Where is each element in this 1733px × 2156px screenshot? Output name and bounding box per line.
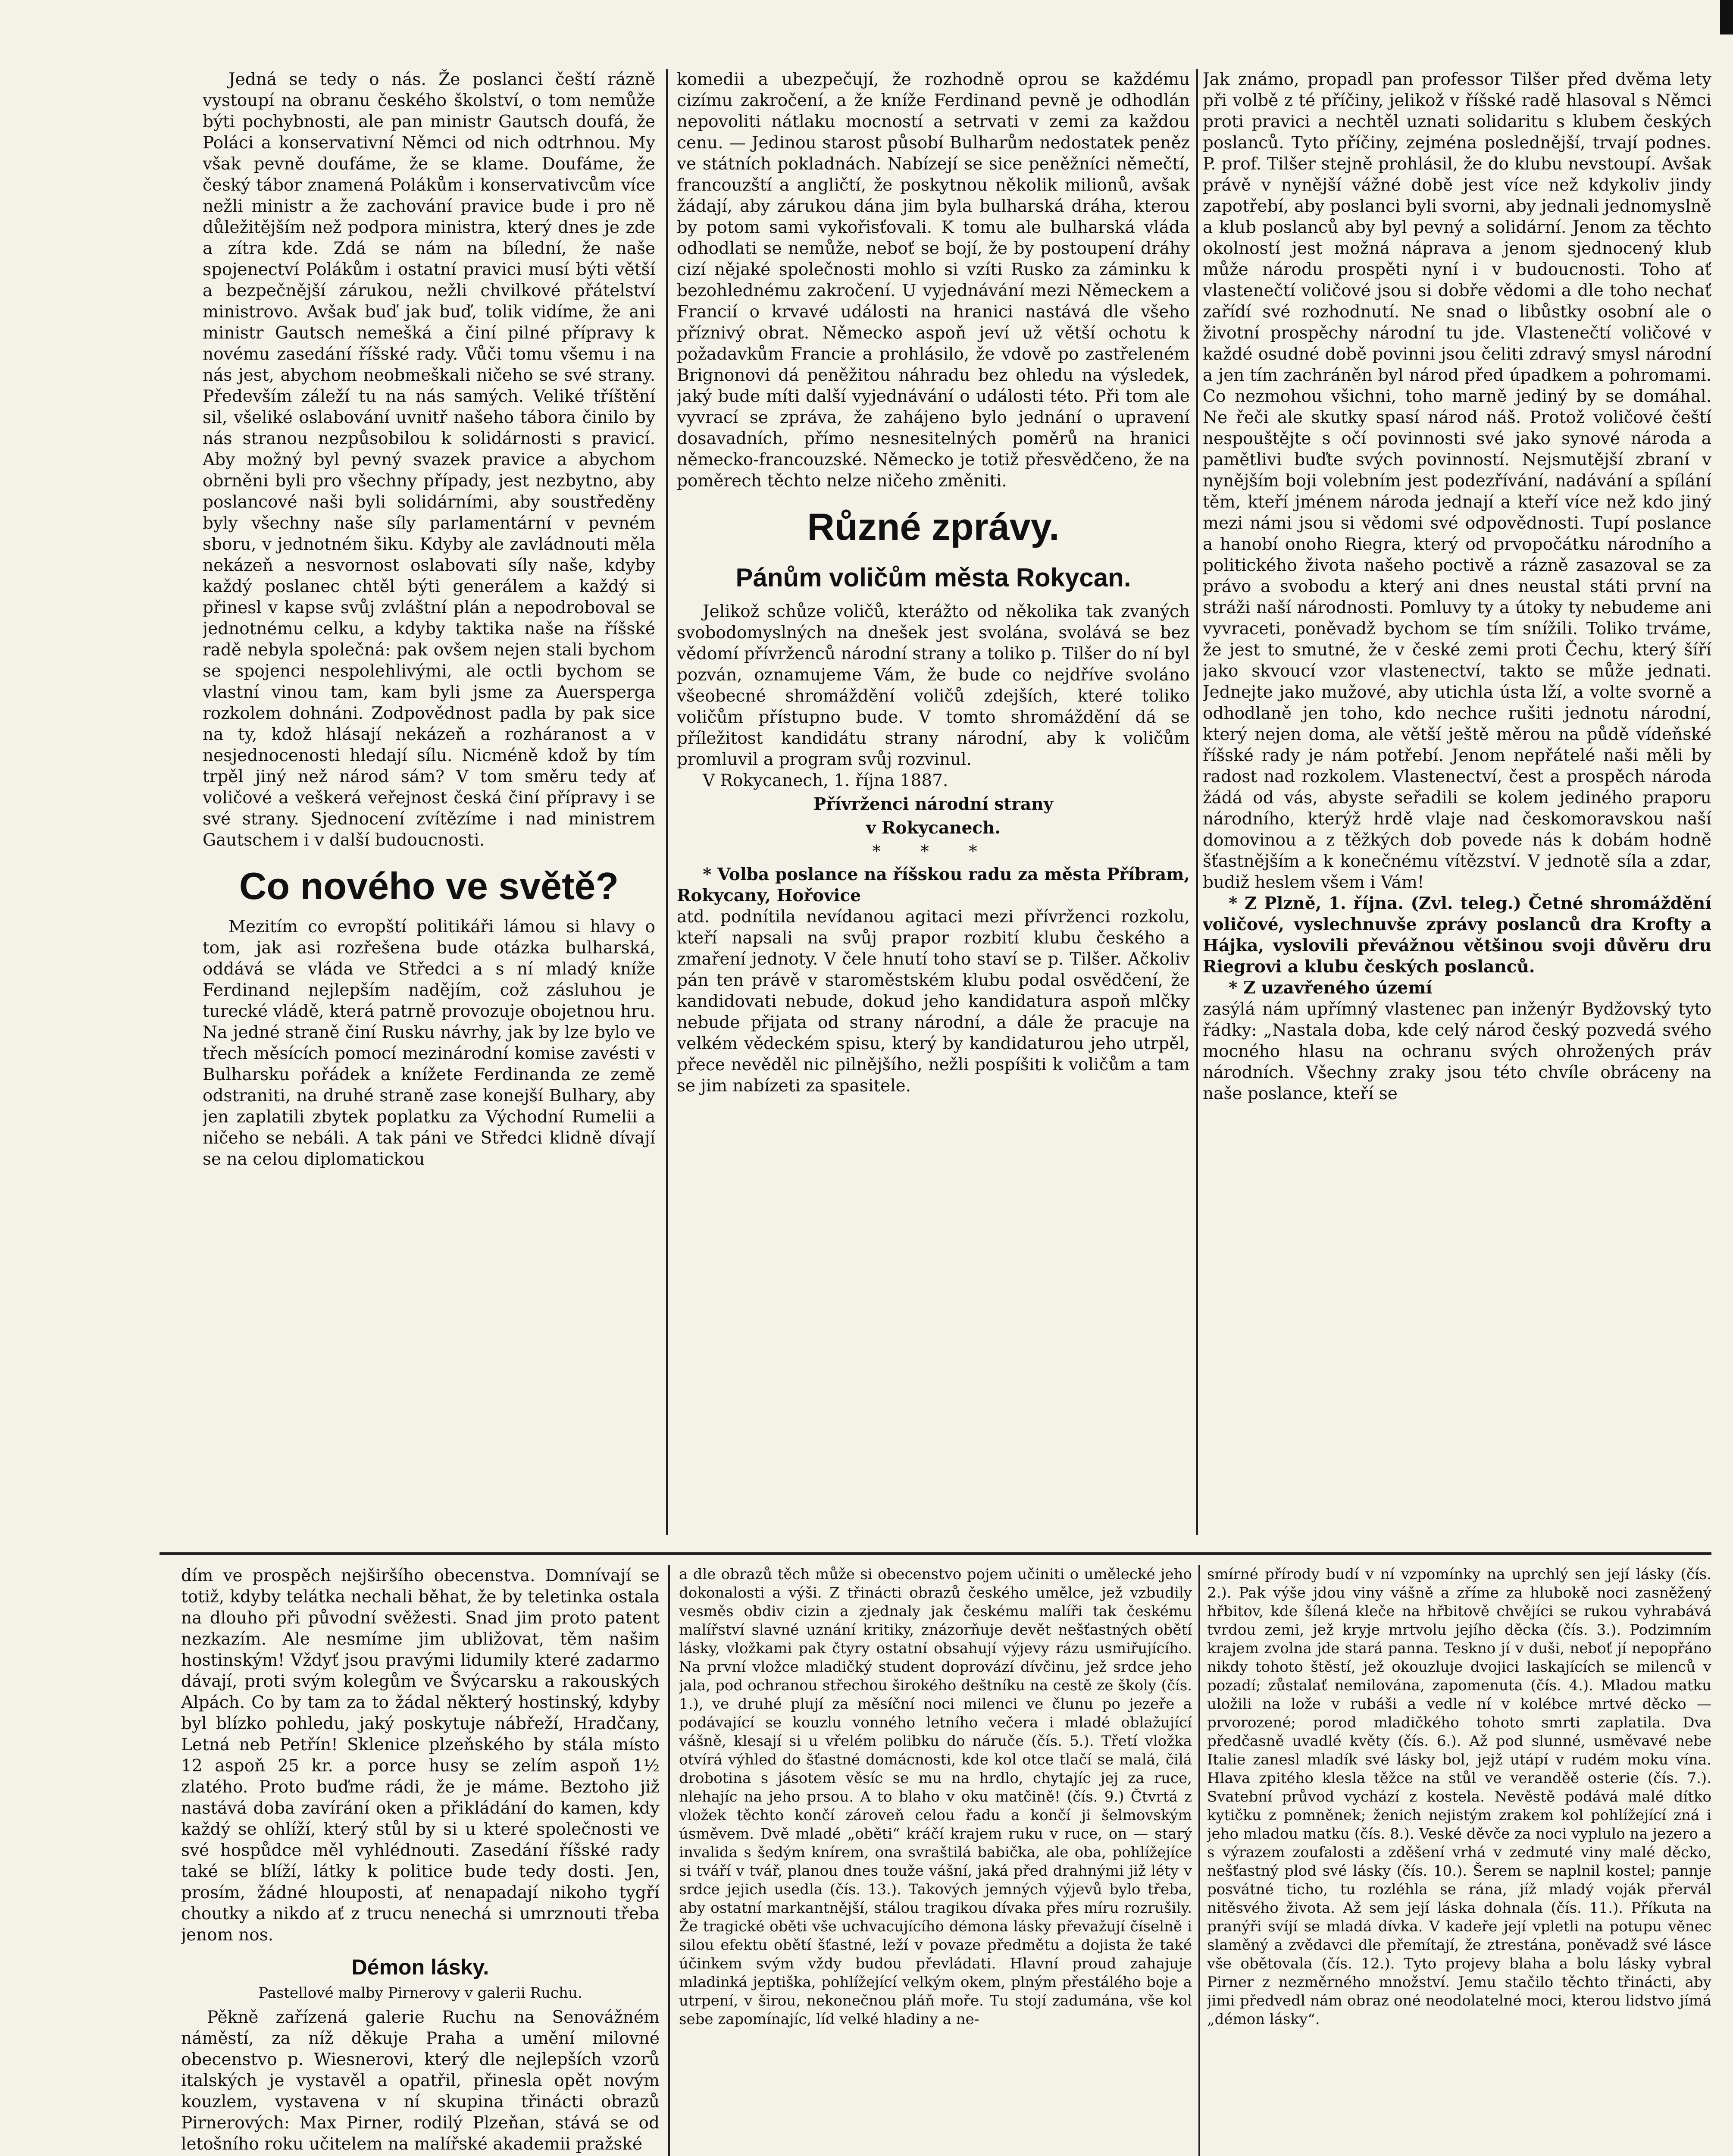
heading-demon-lasky: Démon lásky. (351, 1955, 489, 1979)
upper-col1-text-b: Mezitím co evropští politikáři lámou si hlavy o tom, jak asi rozřešena bude otázka bulharská, oddává se vláda ve Středci a s ní mladý kníže Ferdinand nejlepším nadějím, což zásluhou je turecké vládě, která patrně provozuje obojetnou hru. Na jedné straně činí Rusku návrhy, jak by lze bylo ve třech měsících pomocí mezinárodní komise zavésti v Bulharsku pořádek a knížete Ferdinanda ze země odstraniti, na druhé straně zase konejší Bulhary, aby jen zaplatili zbytek poplatku za Východní Rumelii a ničeho se nebáli. A tak páni ve Středci klidně dívají se na celou diplomatickou (203, 917, 655, 1169)
lower-col1-text-b: Pěkně zařízená galerie Ruchu na Senovážném náměstí, za níž děkuje Praha a umění milovné obecenstvo p. Wiesnerovi, který dle nejlepších vzorů italských je vystavěl a opatřil, přinesla opět novým kouzlem, vystavena v ní skupina třinácti obrazů Pirnerových: Max Pirner, rodilý Plzeňan, stává se od letošního roku učitelem na malířské akademii pražské (181, 2008, 660, 2154)
upper-column-2 (677, 69, 1190, 1535)
upper-col3-text-b: * Z Plzně, 1. října. (Zvl. teleg.) Četné shromáždění voličové, vyslechnuvše zprávy poslanců dra Krofty a Hájka, vyslovili převážnou většinou svoji důvěru dru Riegrovi a klubu českých poslanců. (1203, 893, 1711, 977)
subheading-pastellove-malby: Pastellové malby Pirnerovy v galerii Ruchu. (258, 1984, 582, 2002)
lower-col2-text: a dle obrazů těch může si obecenstvo pojem učiniti o umělecké jeho dokonalosti a výši. Z třinácti obrazů českého umělce, jež vzbudily vesměs obdiv cizin a zjednaly jak českému malíři tak českému malířství slavné uznání kritiky, znázorňuje devět nešťastných obětí lásky, vložkami pak čtyry ostatní obsahují výjevy rázu usmiřujícího. Na první vložce mladičký student doprovází dívčinu, jež srdce jeho jala, pod ochranou střechou širokého deštníku na cestě ze školy (čís. 1.), ve druhé plují za měsíční noci milenci ve člunu po jezeře a podávající se kouzlu vonného letního večera i mladé oblažující vášně, klesají si u vřelém polibku do náruče (čís. 5.). Třetí vložka otvírá výhled do šťastné domácnosti, kde kol otce tlačí se malá, čilá drobotina s jásotem věsíc se mu na hrdlo, chytajíc jej za ruce, nlehajíc na jeho prsou. A to blaho v oku matčině! (čís. 9.) Čtvrtá z vložek těchto končí zároveň celou řadu a končí ji šelmovským úsměvem. Dvě mladé „oběti“ kráčí krajem ruku v ruce, on — starý invalida s šedým knírem, ona svraštilá babička, ale oba, pohlížejíce si tváří v tvář, planou dnes touže vášní, jaká před drahnými již léty v srdce jejich usedla (čís. 13.). Takových jemných výjevů bylo třeba, aby ostatní markantnější, stálou tragikou dívaka přes míru rozrušily. Že tragické oběti vše uchvacujícího démona lásky převažují číselně i silou efektu obětí šťastné, leží v povaze předmětu a dojista že také účinkem svým vždy budou převládati. Hlavní proud zahajuje mladinká jeptiška, pohlížející velkým okem, plným přestálého boje a utrpení, v širou, nekonečnou pláň moře. Tu stojí zadumána, vše kol sebe zapomínajíc, líd velké hladiny a ne- (679, 1566, 1192, 2028)
upper-col2-signature-1: Přívrženci národní strany (813, 794, 1054, 814)
upper-col2-signature-2: v Rokycanech. (866, 818, 1001, 838)
rule-upper-1 (666, 69, 668, 1535)
lower-column-3 (1207, 1565, 1711, 2156)
upper-col2-text: komedii a ubezpečují, že rozhodně oprou se každému cizímu zakročení, a že kníže Ferdinand pevně je odhodlán nepovoliti nátlaku mocností a setrvati v zemi za každou cenu. — Jedinou starost působí Bulharům nedostatek peněz ve státních pokladnách. Nabízejí se sice peněžníci němečtí, francouzští a angličtí, že poskytnou několik milionů, avšak žádají, aby zárukou dána jim byla bulharská dráha, kterou by potom sami vykořisťovali. K tomu ale bulharská vláda odhodlati se nemůže, neboť se bojí, že by postoupení dráhy cizí nějaké společnosti mohlo si vzíti Rusko za záminku k bezohlednému zakročení. U vyjednávání mezi Německem a Francií o krvavé události na hranici nastává dle všeho příznivý obrat. Německo aspoň jeví už větší ochotu k požadavkům Francie a prohlásilo, že vdově po zastřeleném Brignonovi dá peněžitou náhradu bez ohledu na výsledek, jaký bude míti další vyjednávání o události této. Při tom ale vyvrací se zpráva, že zahájeno bylo jednání o upravení dosavadních, přímo nesnesitelných poměrů na hranici německo-francouzské. Německo je totiž přesvědčeno, že na poměrech těchto nelze ničeho změniti. (677, 70, 1190, 491)
section-divider (160, 1552, 1711, 1555)
heading-ruzne-zpravy: Různé zprávy. (807, 505, 1060, 548)
rule-lower-1 (668, 1565, 670, 2156)
section-stars: * * * (872, 842, 995, 862)
upper-col3-text: Jak známo, propadl pan professor Tilšer před dvěma lety při volbě z té příčiny, jelikož v říšské radě hlasoval s Němci proti pravici a nechtěl uznati solidaritu s klubem českých poslanců. Tyto příčiny, zejména poslednější, trvají podnes. P. prof. Tilšer stejně prohlásil, že do klubu nevstoupí. Avšak právě v nynější vážné době jest více než kdykoliv jindy zapotřebí, aby poslanci byli svorni, aby jednali jednomyslně a klub poslanců aby byl pevný a solidární. Jenom za těchto okolností jest možná náprava a jenom sjednocený klub může národu prospěti nyní i v budoucnosti. Toho ať vlastenečtí voličové jsou si dobře vědomi a dle toho nechať zařídí své rozhodnutí. Ne snad o libůstky osobní ale o životní prospěchy národní tu jde. Vlastenečtí voličové v každé osudné době povinni jsou čeliti zdravý smysl národní a jen tím zachráněn byl národ před úpadkem a pohromami. Co nezmohou všichni, toho marně jediný by se domáhal. Ne řeči ale skutky spasí národ náš. Protož voličové čeští nespouštějte s očí povinnosti své jako synové národa a pamětlivi buďte svých povinností. Nejsmutější zbraní v nynějším boji volebním jest podezřívání, nadávání a spílání těm, kteří jménem národa jednají a kteří více než kdo jiný mezi námi jsou si vědomi své odpovědnosti. Tupí poslance a hanobí onoho Riegra, který od prvopočátku národního a politického života našeho poctivě a rázně zasazoval se za právo a svobodu a který ani dnes neustal státi první na stráži naší národnosti. Pomluvy ty a útoky ty nebudeme ani vyvraceti, poněvadž bychom se tím snížili. Toliko trváme, že jest to smutné, že v české zemi proti Čechu, který šíří jako skvoucí vzor vlastenectví, takto se může jednati. Jednejte jako mužové, aby utichla ústa lží, a volte svorně a odhodlaně jen toho, kdo nechce rušiti jednotu národní, který nejen doma, ale větší ještě měrou na půdě vídeňské říšské rady je nám potřebí. Jenom nepřátelé naši měli by radost nad rozkolem. Vlastenectví, čest a prospěch národa žádá od vás, abyste seřadili se kolem jediného praporu národního, kterýž hrdě vlaje nad českomoravskou naší domovinou a z těžkých dob povede nás k dobám hodně šťastnějším a k konečnému vítězství. V jednotě síla a zdar, budiž heslem všem i Vám! (1203, 70, 1711, 892)
lower-col1-text: dím ve prospěch nejširšího obecenstva. Domnívají se totiž, kdyby telátka nechali běhat, že by teletinka ostala na dlouho při původní svěžesti. Snad jim proto patent nezkazím. Ale nesmíme jim ubližovat, těm našim hostinským! Vždyť jsou pravými lidumily které zadarmo dávají, proti svým kolegům ve Švýcarsku a rakouských Alpách. Co by tam za to žádal některý hostinský, kdyby byl blízko pohledu, jaký poskytuje nábřeží, Hradčany, Letná neb Petřín! Sklenice plzeňského by stála místo 12 aspoň 25 kr. a porce husy se zelím aspoň 1½ zlatého. Proto buďme rádi, že je máme. Beztoho již nastává doba zavírání oken a přikládání do kamen, kdy každý se ohlíží, který stůl by si u které společnosti ve své hospůdce měl vyhlédnouti. Zasedání říšské rady také se blíží, látky k politice bude tedy dosti. Jen, prosím, žádné hlouposti, ať nenapadají nikoho tygří choutky a nikdo ať z trucu nenechá si umrznouti třeba jenom nos. (181, 1566, 660, 1945)
heading-co-noveho: Co nového ve světě? (239, 865, 619, 907)
lower-column-1 (181, 1565, 660, 2156)
subheading-panum-volicum: Pánům voličům města Rokycan. (735, 563, 1131, 592)
upper-col1-text: Jedná se tedy o nás. Že poslanci čeští rázně vystoupí na obranu českého školství, o tom nemůže býti pochybnosti, ale pan ministr Gautsch doufá, že Poláci a konservativní Němci od nich odtrhnou. My však pevně doufáme, že se klame. Doufáme, že český tábor znamená Polákům i konservativcům více nežli ministr a že zachování pravice bude i pro ně důležitějším než podpora ministra, který dnes je zde a zítra kde. Zdá se nám na bílední, že naše spojenectví Polákům i ostatní pravici musí býti větší a bezpečnější zárukou, nežli chvilkové přátelství ministrovo. Avšak buď jak buď, tolik vidíme, že ani ministr Gautsch nemešká a činí pilné přípravy k novému zasedání říšské rady. Vůči tomu všemu i na nás jest, abychom neobmeškali ničeho se své strany. Především záleží tu na nás samých. Veliké tříštění sil, všeliké oslabování uvnitř našeho tábora činilo by nás stranou nezpůsobilou k solidárnosti s pravicí. Aby možný byl pevný svazek pravice a abychom obrněni byli pro všechny případy, jest nezbytno, aby poslancové naši byli solidárními, aby soustředěny byly všechny naše síly parlamentární v pevném sboru, v jednotném šiku. Kdyby ale zavládnouti měla nekázeň a nesvornost oslabovati síly naše, kdyby každý poslanec chtěl býti generálem a každý si přinesl v kapse svůj zvláštní plán a nepodroboval se jednotnému celku, a kdyby taktika naše na říšské radě nebyla společná: pak ovšem nejen stali bychom se spojenci nespolehlivými, ale octli bychom se vlastní vinou tam, kam byli jsme za Auersperga rozkolem dohnáni. Zodpovědnost padla by pak sice na ty, kdož hlásají nekázeň a rozháranost a v nesjednocenosti hledají sílu. Nicméně kdož by tím trpěl jiný než národ sám? V tom směru tedy ať voličové a veškerá veřejnost česká činí přípravy i se své strany. Sjednocení zvítězíme i nad ministrem Gautschem i v další budoucnosti. (203, 70, 655, 850)
rule-upper-2 (1196, 69, 1198, 1535)
upper-col2-c-title: * Volba poslance na říšskou radu za města Příbram, Rokycany, Hořovice (677, 865, 1190, 906)
page-edge-mark (1720, 0, 1733, 34)
rule-lower-2 (1198, 1565, 1200, 2156)
lower-column-2 (679, 1565, 1192, 2156)
upper-col2-date: V Rokycanech, 1. října 1887. (703, 771, 948, 790)
upper-column-3 (1203, 69, 1711, 1535)
upper-col2-text-c: atd. podnítila nevídanou agitaci mezi přívrženci rozkolu, kteří napsali na svůj prapor rozbití klubu českého a zmaření jednoty. V čele hnutí toho staví se p. Tilšer. Ačkoliv pán ten právě v staroměstském klubu podal osvědčení, že kandidovati nebude, dokud jeho kandidatura aspoň mlčky nebude přijata od strany národní, a dále že pracuje na velkém vědeckém spisu, který by kandidaturou jeho utrpěl, přece nevěděl nic pilnějšího, nežli pospíšiti k voličům a tam se jim nabízeti za spasitele. (677, 907, 1190, 1096)
upper-col2-text-b: Jelikož schůze voličů, kterážto od několika tak zvaných svobodomyslných na dnešek jest svolána, svolává se bez vědomí přívrženců národní strany a toliko p. Tilšer do ní byl pozván, oznamujeme Vám, že bude co nejdříve svoláno všeobecné shromáždění voličů zdejších, které toliko voličům přístupno bude. V tomto shromáždění dá se příležitost kandidátu strany národní, aby k voličům promluvil a program svůj rozvinul. (677, 602, 1190, 769)
upper-col3-text-c: zasýlá nám upřímný vlastenec pan inženýr Bydžovský tyto řádky: „Nastala doba, kde celý národ český pozvedá svého mocného hlasu na ochranu svých ohrožených práv národních. Všechny zraky jsou této chvíle obráceny na naše poslance, kteří se (1203, 1000, 1711, 1103)
upper-column-1 (203, 69, 655, 1535)
upper-col3-c-title: * Z uzavřeného území (1229, 978, 1433, 998)
lower-col3-text: smírné přírody budí v ní vzpomínky na uprchlý sen její lásky (čís. 2.). Pak výše jdou viny vášně a zříme za hlubokě noci zasněžený hřbitov, kde šílená kleče na hřbitově chvějíci se rukou vyhrabává tvrdou zemi, jež kryje mrtvolu jejího děcka (čís. 3.). Podzimním krajem zvolna jde stará panna. Teskno jí v duši, neboť jí nepopřáno nikdy tohoto štěstí, jež okouzluje dvojici laskajících se milenců v pozadí; zůstalať nemilována, zapomenuta (čís. 4.). Mladou matku uložili na lože v rubáši a vedle ní v kolébce mrtvé děcko — prvorozené; porod mladičkého tohoto smrti zaplatila. Dva předčasně uvadlé květy (čís. 6.). Až pod slunné, usměvavé nebe Italie zanesl mladík své lásky bol, jejž utápí v rudém moku vína. Hlava zpitého klesla těžce na stůl ve veranděě osterie (čís. 7.). Svatební průvod vychází z kostela. Nevěstě podává malé dítko kytičku z pomněnek; ženich nejistým zrakem kol pohlížející zná i jeho mladou matku (čís. 8.). Veské děvče za noci vyplulo na jezero a s výrazem zoufalosti a zděšení vrhá v zedmuté viny malé děcko, nešťastný plod své lásky (čís. 10.). Šerem se naplnil kostel; pannje posvátné ticho, tu rozléhla se rána, jíž mladý voják přervál nitěsvého života. Až sem její láska dohnala (čís. 11.). Příkuta na pranýři svíjí se mladá dívka. V kadeře její vpletli na potupu věnec slaměný a zvědavci dle přemítají, že ztrestána, poněvadž své lásce vše obětovala (čís. 12.). Tyto projevy blaha a bolu lásky vybral Pirner z nezměrného množství. Jemu stačilo těchto třinácti, aby jimi předvedl nám obraz oné neodolatelné moci, kterou lidstvo jímá „démon lásky“. (1207, 1566, 1711, 2028)
